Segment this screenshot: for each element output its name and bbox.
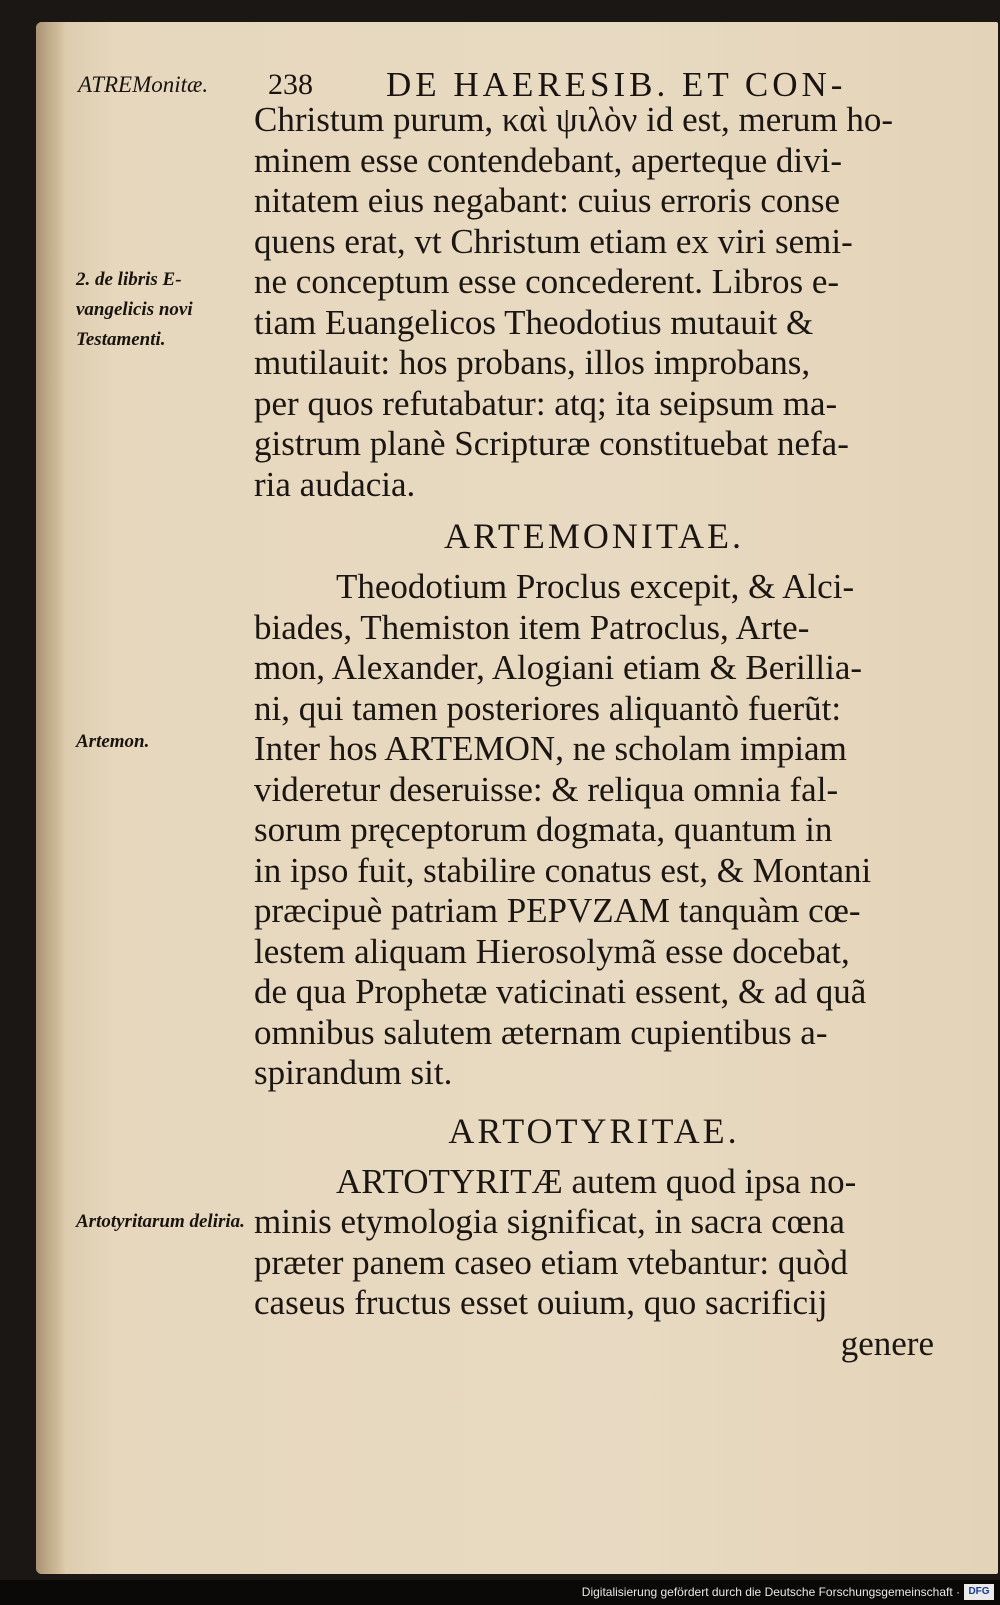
text-line: de qua Prophetæ vaticinati essent, & ad quã bbox=[254, 972, 867, 1011]
paragraph-artemonitae bbox=[254, 567, 934, 1094]
text-line: Theodotium Proclus excepit, & Alci- bbox=[336, 567, 855, 606]
text-line: præter panem caseo etiam vtebantur: quòd bbox=[254, 1242, 848, 1282]
section-heading-artotyritae: ARTOTYRITAE. bbox=[448, 1110, 740, 1151]
text-line: in ipso fuit, stabilire conatus est, & Montani bbox=[254, 850, 872, 890]
text-line: caseus fructus esset ouium, quo sacrificij bbox=[254, 1283, 828, 1322]
text-line: biades, Themiston item Patroclus, Arte- bbox=[254, 607, 810, 647]
page-gutter bbox=[36, 22, 66, 1574]
text-line: nitatem eius negabant: cuius erroris conse bbox=[254, 181, 841, 220]
text-line: videretur deseruisse: & reliqua omnia fal- bbox=[254, 769, 839, 809]
text-line: minem esse contendebant, aperteque divi- bbox=[254, 140, 842, 180]
footer-bar bbox=[0, 1580, 1000, 1605]
text-line: per quos refutabatur: atq; ita seipsum ma- bbox=[254, 383, 838, 423]
margin-note-libris: 2. de libris E-vangelicis novi Testamenti. bbox=[76, 269, 193, 350]
text-line: quens erat, vt Christum etiam ex viri semi- bbox=[254, 221, 853, 261]
catchword: genere bbox=[840, 1323, 934, 1363]
running-head-title: DE HAERESIB. ET CON- bbox=[386, 65, 847, 104]
paragraph-theodotiani bbox=[254, 100, 934, 505]
text-line: tiam Euangelicos Theodotius mutauit & bbox=[254, 302, 814, 342]
paragraph-artotyritae bbox=[254, 1162, 934, 1365]
text-line: sorum pręceptorum dogmata, quantum in bbox=[254, 810, 833, 849]
text-line: ria audacia. bbox=[254, 464, 416, 504]
funding-notice: Digitalisierung gefördert durch die Deutsche Forschungsgemeinschaft · bbox=[581, 1585, 960, 1599]
text-line: gistrum planè Scripturæ constituebat nefa- bbox=[254, 424, 849, 463]
text-line: lestem aliquam Hierosolymã esse docebat, bbox=[254, 931, 850, 971]
text-line: omnibus salutem æternam cupientibus a- bbox=[254, 1012, 828, 1052]
page-number: 238 bbox=[268, 68, 313, 101]
text-line: præcipuè patriam PEPVZAM tanquàm cœ- bbox=[254, 891, 861, 930]
text-line: mutilauit: hos probans, illos improbans, bbox=[254, 343, 811, 382]
text-line: Christum purum, καὶ ψιλὸν id est, merum ho- bbox=[254, 100, 894, 139]
book-page bbox=[36, 22, 998, 1574]
margin-note-artemon: Artemon. bbox=[76, 731, 150, 752]
text-line: ne conceptum esse concederent. Libros e- bbox=[254, 262, 840, 301]
text-line: minis etymologia significat, in sacra cœna bbox=[254, 1202, 845, 1241]
section-heading-artemonitae: ARTEMONITAE. bbox=[444, 516, 744, 556]
text-line: ni, qui tamen posteriores aliquantò fuerũt: bbox=[254, 688, 842, 728]
margin-note-artotyritarum: Artotyritarum deliria. bbox=[76, 1211, 245, 1232]
body-text bbox=[254, 100, 934, 1364]
text-line: spirandum sit. bbox=[254, 1053, 453, 1092]
text-line: mon, Alexander, Alogiani etiam & Berillia- bbox=[254, 648, 863, 687]
text-line: Inter hos ARTEMON, ne scholam impiam bbox=[254, 729, 847, 768]
dfg-logo-icon: DFG bbox=[964, 1584, 994, 1600]
text-line: ARTOTYRITÆ autem quod ipsa no- bbox=[336, 1161, 857, 1201]
running-head-marker: ATREMonitæ. bbox=[78, 72, 209, 97]
